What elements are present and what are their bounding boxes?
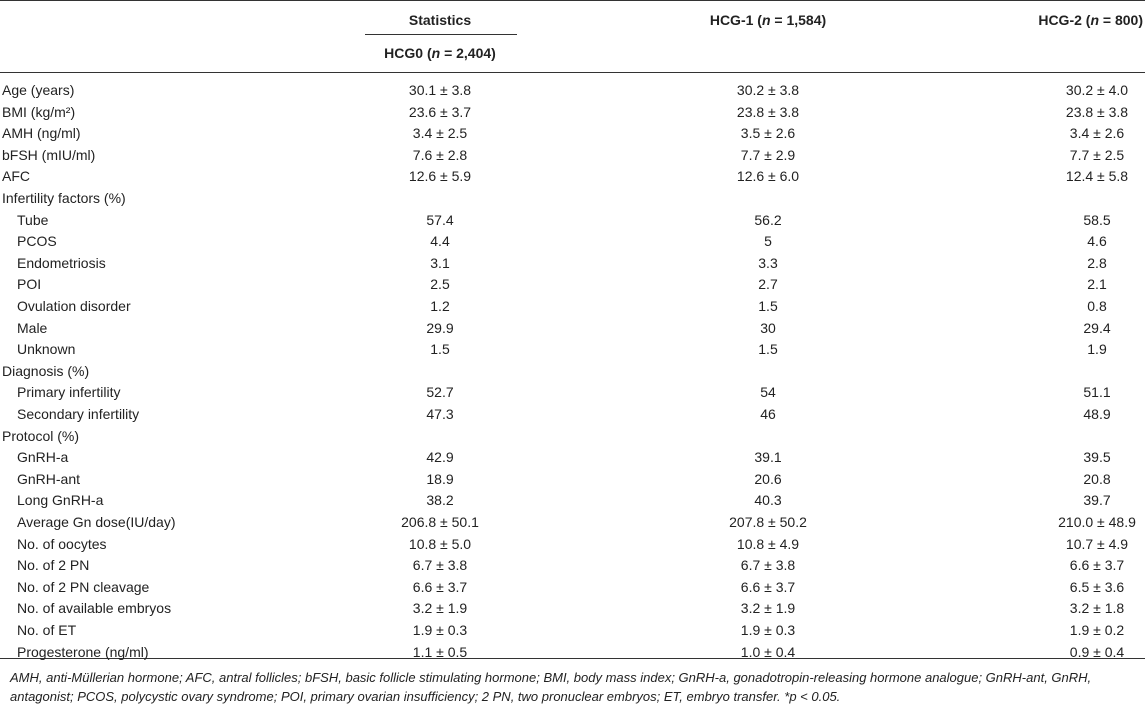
row-cell-v3: 1.9 — [1087, 341, 1107, 357]
row-cell-v1: 6.6 ± 3.7 — [412, 579, 468, 595]
row-cell-v2: 12.6 ± 6.0 — [736, 168, 800, 184]
row-cell-v3: 51.1 — [1083, 384, 1111, 400]
row-cell-v3: 7.7 ± 2.5 — [1069, 147, 1125, 163]
row-label: Infertility factors (%) — [2, 190, 126, 206]
header-hcg2: HCG-2 (n = 800) — [1038, 12, 1143, 28]
row-cell-v2: 1.0 ± 0.4 — [740, 644, 796, 660]
header-hcg0: HCG0 (n = 2,404) — [384, 45, 496, 61]
row-label: Progesterone (ng/ml) — [17, 644, 149, 660]
row-cell-v2: 3.2 ± 1.9 — [740, 600, 796, 616]
row-label: No. of 2 PN — [17, 557, 90, 573]
row-cell-v2: 30 — [760, 320, 776, 336]
row-cell-v3: 4.6 — [1087, 233, 1107, 249]
row-label: Endometriosis — [17, 255, 106, 271]
header-hcg1: HCG-1 (n = 1,584) — [709, 12, 827, 28]
row-cell-v3: 0.8 — [1087, 298, 1107, 314]
row-cell-v1: 2.5 — [430, 276, 450, 292]
row-label: Secondary infertility — [17, 406, 140, 422]
row-cell-v1: 23.6 ± 3.7 — [408, 104, 472, 120]
row-cell-v2: 207.8 ± 50.2 — [729, 514, 807, 530]
row-cell-v3: 23.8 ± 3.8 — [1065, 104, 1129, 120]
row-cell-v2: 2.7 — [758, 276, 778, 292]
row-cell-v3: 6.6 ± 3.7 — [1069, 557, 1125, 573]
row-cell-v1: 206.8 ± 50.1 — [401, 514, 479, 530]
row-cell-v1: 1.1 ± 0.5 — [412, 644, 468, 660]
row-label: Protocol (%) — [2, 428, 80, 444]
row-cell-v3: 39.7 — [1083, 492, 1111, 508]
row-cell-v3: 2.8 — [1087, 255, 1107, 271]
row-cell-v3: 2.1 — [1087, 276, 1107, 292]
row-label: Long GnRH-a — [17, 492, 104, 508]
row-cell-v1: 1.5 — [430, 341, 450, 357]
row-cell-v2: 54 — [760, 384, 776, 400]
row-cell-v2: 1.5 — [758, 298, 778, 314]
row-cell-v2: 3.3 — [758, 255, 778, 271]
row-cell-v2: 7.7 ± 2.9 — [740, 147, 796, 163]
row-label: AFC — [2, 168, 30, 184]
row-label: POI — [17, 276, 42, 292]
row-cell-v3: 10.7 ± 4.9 — [1065, 536, 1129, 552]
row-cell-v1: 29.9 — [426, 320, 454, 336]
row-cell-v3: 39.5 — [1083, 449, 1111, 465]
row-cell-v3: 6.5 ± 3.6 — [1069, 579, 1125, 595]
row-label: GnRH-a — [17, 449, 69, 465]
table-bottom-rule — [0, 658, 1145, 659]
header-bottom-rule — [0, 72, 1145, 73]
row-label: BMI (kg/m²) — [2, 104, 76, 120]
row-cell-v2: 23.8 ± 3.8 — [736, 104, 800, 120]
row-label: Tube — [17, 212, 49, 228]
row-label: AMH (ng/ml) — [2, 125, 81, 141]
row-cell-v1: 57.4 — [426, 212, 454, 228]
row-label: PCOS — [17, 233, 57, 249]
row-cell-v3: 48.9 — [1083, 406, 1111, 422]
row-cell-v3: 30.2 ± 4.0 — [1065, 82, 1129, 98]
row-cell-v3: 29.4 — [1083, 320, 1111, 336]
row-label: Unknown — [17, 341, 76, 357]
row-label: No. of available embryos — [17, 600, 172, 616]
row-cell-v1: 18.9 — [426, 471, 454, 487]
row-cell-v2: 5 — [764, 233, 772, 249]
row-label: bFSH (mIU/ml) — [2, 147, 96, 163]
row-label: Age (years) — [2, 82, 75, 98]
row-cell-v3: 58.5 — [1083, 212, 1111, 228]
row-cell-v1: 1.2 — [430, 298, 450, 314]
row-cell-v2: 39.1 — [754, 449, 782, 465]
row-cell-v1: 7.6 ± 2.8 — [412, 147, 468, 163]
row-cell-v2: 3.5 ± 2.6 — [740, 125, 796, 141]
table-footnote: AMH, anti-Müllerian hormone; AFC, antral follicles; bFSH, basic follicle stimulating hormone; BMI, body mass index; GnRH-a, gonadotropin-releasing hormone analogue; GnRH-ant, GnRH, antagonist; PCOS, polycystic ovary syndrome; POI, primary ovarian insufficiency; 2 PN, two pronuclear embryos; ET, embryo transfer. *p < 0.05. — [10, 670, 1092, 704]
row-cell-v1: 52.7 — [426, 384, 454, 400]
row-cell-v3: 3.4 ± 2.6 — [1069, 125, 1125, 141]
row-cell-v1: 3.1 — [430, 255, 450, 271]
row-label: Diagnosis (%) — [2, 363, 90, 379]
row-cell-v1: 6.7 ± 3.8 — [412, 557, 468, 573]
row-cell-v1: 1.9 ± 0.3 — [412, 622, 468, 638]
row-cell-v2: 10.8 ± 4.9 — [736, 536, 800, 552]
row-cell-v2: 6.6 ± 3.7 — [740, 579, 796, 595]
row-label: Male — [17, 320, 48, 336]
row-cell-v1: 42.9 — [426, 449, 454, 465]
row-cell-v2: 56.2 — [754, 212, 782, 228]
row-cell-v3: 210.0 ± 48.9 — [1058, 514, 1136, 530]
row-cell-v3: 3.2 ± 1.8 — [1069, 600, 1125, 616]
row-cell-v2: 1.5 — [758, 341, 778, 357]
row-label: Primary infertility — [17, 384, 121, 400]
top-rule — [0, 0, 1145, 1]
row-label: No. of 2 PN cleavage — [17, 579, 150, 595]
row-label: No. of oocytes — [17, 536, 107, 552]
row-cell-v2: 1.9 ± 0.3 — [740, 622, 796, 638]
row-cell-v3: 0.9 ± 0.4 — [1069, 644, 1125, 660]
row-cell-v3: 20.8 — [1083, 471, 1111, 487]
row-cell-v1: 30.1 ± 3.8 — [408, 82, 472, 98]
row-cell-v1: 38.2 — [426, 492, 454, 508]
row-cell-v3: 1.9 ± 0.2 — [1069, 622, 1125, 638]
row-cell-v1: 4.4 — [430, 233, 450, 249]
row-cell-v1: 3.4 ± 2.5 — [412, 125, 468, 141]
header-statistics: Statistics — [408, 12, 472, 28]
row-label: Ovulation disorder — [17, 298, 131, 314]
row-label: No. of ET — [17, 622, 77, 638]
statistics-underline — [365, 34, 517, 35]
row-cell-v3: 12.4 ± 5.8 — [1065, 168, 1129, 184]
row-cell-v2: 6.7 ± 3.8 — [740, 557, 796, 573]
row-cell-v2: 30.2 ± 3.8 — [736, 82, 800, 98]
row-cell-v1: 3.2 ± 1.9 — [412, 600, 468, 616]
row-cell-v2: 20.6 — [754, 471, 782, 487]
row-cell-v1: 47.3 — [426, 406, 454, 422]
row-label: GnRH-ant — [17, 471, 81, 487]
row-cell-v1: 12.6 ± 5.9 — [408, 168, 472, 184]
row-label: Average Gn dose(IU/day) — [17, 514, 176, 530]
row-cell-v1: 10.8 ± 5.0 — [408, 536, 472, 552]
row-cell-v2: 46 — [760, 406, 776, 422]
row-cell-v2: 40.3 — [754, 492, 782, 508]
